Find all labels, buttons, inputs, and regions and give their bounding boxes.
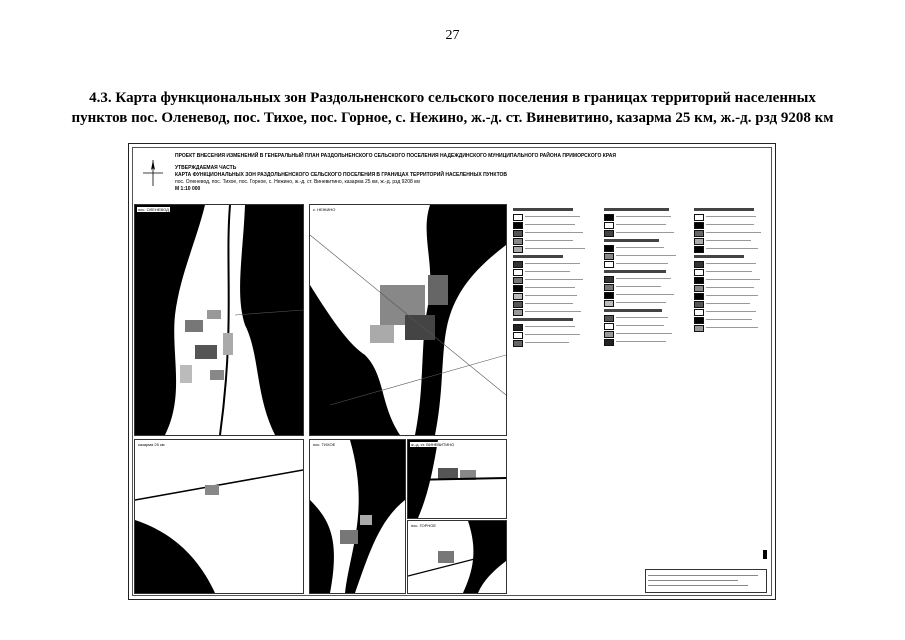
- map-vinevitino-label: ж.-д. ст. ВИНЕВИТИНО: [411, 442, 455, 447]
- map-olenevod-label: пос. ОЛЕНЕВОД: [138, 207, 169, 212]
- plate-header-title: ПРОЕКТ ВНЕСЕНИЯ ИЗМЕНЕНИЙ В ГЕНЕРАЛЬНЫЙ ПЛАН РАЗДОЛЬНЕНСКОГО СЕЛЬСКОГО ПОСЕЛЕНИЯ НАДЕЖДИНСКОГО МУНИЦИПАЛЬНОГО РАЙОНА ПРИМОРСКОГО КРАЯ: [175, 153, 616, 159]
- map-nezhino-drawing: [310, 205, 506, 435]
- plate-map-places: пос. Оленевод, пос. Тихое, пос. Горное, с. Нежино, ж.-д. ст. Виневитино, казарма 25 км, ж.-д. рзд 9208 км: [175, 179, 420, 185]
- map-tikhoe: [309, 439, 406, 594]
- edge-mark: [763, 550, 767, 559]
- map-kazarma: [134, 439, 304, 594]
- legend-column-3: [694, 204, 769, 544]
- legend-column-1: [513, 204, 593, 584]
- map-kazarma-drawing: [135, 440, 303, 593]
- map-tikhoe-label: пос. ТИХОЕ: [313, 442, 336, 447]
- map-olenevod-drawing: [135, 205, 303, 435]
- section-title: [60, 88, 845, 128]
- section-title-line2: пунктов пос. Оленевод, пос. Тихое, пос. Горное, с. Нежино, ж.-д. ст. Виневитино, казарма 25 км, ж.-д. рзд 9208 км: [71, 110, 834, 126]
- map-olenevod: [134, 204, 304, 436]
- plate-approved-part: УТВЕРЖДАЕМАЯ ЧАСТЬ: [175, 165, 237, 171]
- map-nezhino-label: с. НЕЖИНО: [313, 207, 336, 212]
- functional-zones-map-plate: [128, 143, 776, 600]
- plate-scale: М 1:10 000: [175, 186, 201, 192]
- map-kazarma-label: казарма 25 км: [138, 442, 165, 447]
- map-nezhino: [309, 204, 507, 436]
- north-arrow-icon: [141, 158, 165, 188]
- plate-header: [175, 153, 765, 193]
- section-title-line1: 4.3. Карта функциональных зон Раздольненского сельского поселения в границах территорий населенных: [89, 90, 816, 106]
- title-block-stamp: [645, 569, 767, 593]
- legend-column-2: [604, 204, 684, 584]
- page-number: 27: [445, 28, 460, 43]
- plate-map-name: КАРТА ФУНКЦИОНАЛЬНЫХ ЗОН РАЗДОЛЬНЕНСКОГО СЕЛЬСКОГО ПОСЕЛЕНИЯ В ГРАНИЦАХ ТЕРРИТОРИЙ НАСЕЛЕННЫХ ПУНКТОВ: [175, 172, 507, 178]
- map-tikhoe-drawing: [310, 440, 405, 593]
- map-gornoe-label: пос. ГОРНОЕ: [411, 523, 437, 528]
- map-gornoe: [407, 520, 507, 594]
- map-vinevitino-drawing: [408, 440, 506, 518]
- map-vinevitino: [407, 439, 507, 519]
- map-gornoe-drawing: [408, 521, 506, 593]
